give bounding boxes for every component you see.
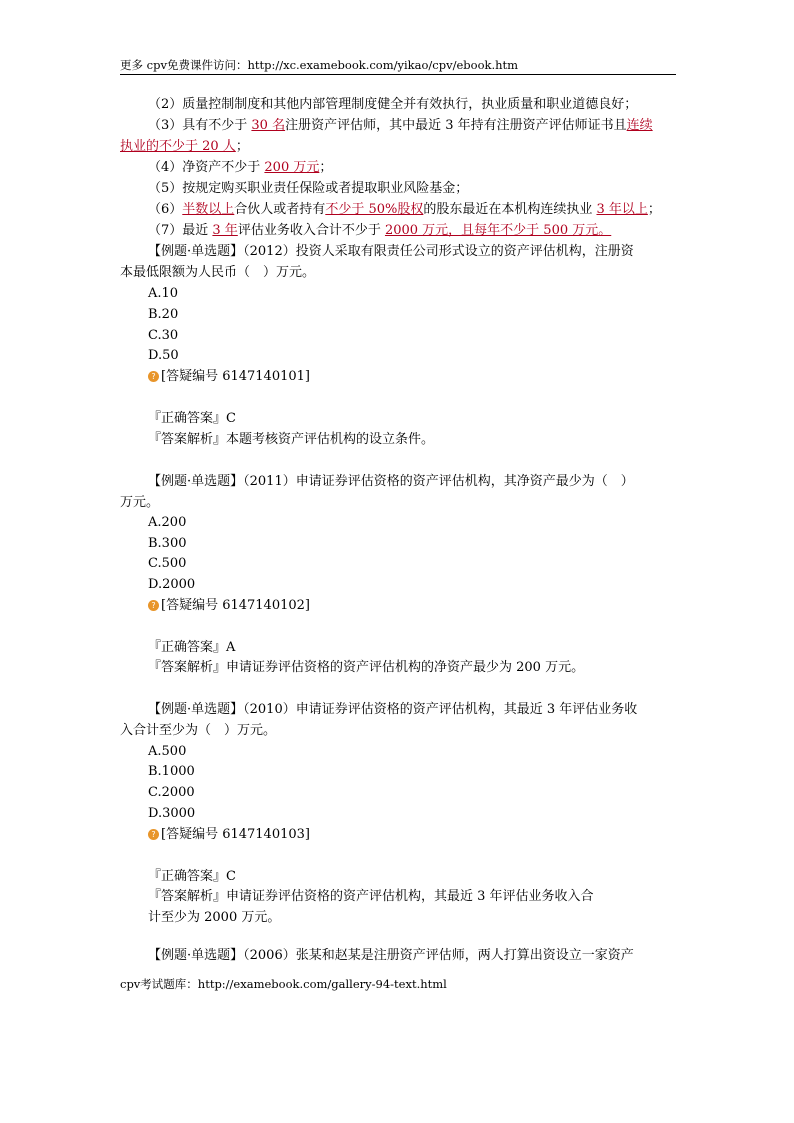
text-segment: ； <box>235 139 249 154</box>
text-segment: 的股东最近在本机构连续执业 <box>423 202 597 217</box>
question-3-option-b: B.1000 <box>148 764 195 779</box>
highlight-segment: 200 万元 <box>264 160 320 175</box>
question-circle-icon: ? <box>148 600 159 611</box>
question-1-option-c: C.30 <box>148 328 179 343</box>
question-1-qa[interactable] <box>148 366 310 387</box>
question-2-option-d: D.2000 <box>148 577 196 592</box>
question-3-answer: 『正确答案』C <box>148 869 236 884</box>
qa-id: [答疑编号 6147140103] <box>161 827 310 842</box>
question-1-option-a: A.10 <box>148 286 179 301</box>
question-2-option-b: B.300 <box>148 536 187 551</box>
page-footer <box>120 977 447 992</box>
question-2-option-c: C.500 <box>148 556 187 571</box>
condition-5: （5）按规定购买职业责任保险或者提取职业风险基金； <box>148 181 469 196</box>
question-2-answer: 『正确答案』A <box>148 640 236 655</box>
question-circle-icon: ? <box>148 829 159 840</box>
page-header <box>120 58 676 75</box>
text-segment: （7）最近 <box>148 223 213 238</box>
condition-4 <box>148 157 332 178</box>
highlight-segment: 2000 万元，且每年不少于 500 万元。 <box>384 223 612 238</box>
qa-id: [答疑编号 6147140101] <box>161 369 310 384</box>
highlight-segment: 3 年 <box>212 223 238 238</box>
question-1-option-d: D.50 <box>148 348 179 363</box>
text-segment: ； <box>647 202 661 217</box>
highlight-segment: 连续 <box>626 118 653 133</box>
text-segment: 注册资产评估师，其中最近 3 年持有注册资产评估师证书且 <box>285 118 627 133</box>
question-3-analysis: 『答案解析』申请证券评估资格的资产评估机构，其最近 3 年评估业务收入合 <box>148 889 594 904</box>
text-segment: 合伙人或者持有 <box>234 202 326 217</box>
highlight-segment: 30 名 <box>251 118 286 133</box>
question-2-stem: 【例题·单选题】（2011）申请证券评估资格的资产评估机构，其净资产最少为（ ） <box>148 474 634 489</box>
question-4-stem: 【例题·单选题】（2006）张某和赵某是注册资产评估师，两人打算出资设立一家资产 <box>148 948 634 963</box>
question-1-option-b: B.20 <box>148 307 179 322</box>
highlight-segment: 不少于 50%股权 <box>325 202 424 217</box>
text-segment: 评估业务收入合计不少于 <box>237 223 385 238</box>
condition-3-cont <box>120 136 249 157</box>
question-2-analysis: 『答案解析』申请证券评估资格的资产评估机构的净资产最少为 200 万元。 <box>148 660 585 675</box>
text-segment: （4）净资产不少于 <box>148 160 265 175</box>
condition-2: （2）质量控制制度和其他内部管理制度健全并有效执行，执业质量和职业道德良好； <box>148 97 638 112</box>
text-segment: ； <box>319 160 333 175</box>
condition-6 <box>148 199 661 220</box>
header-link[interactable]: 更多 cpv免费课件访问：http://xc.examebook.com/yikao/cpv/ebook.htm <box>120 58 519 72</box>
highlight-segment: 3 年以上 <box>596 202 648 217</box>
condition-3 <box>148 115 653 136</box>
question-1-stem: 【例题·单选题】（2012）投资人采取有限责任公司形式设立的资产评估机构，注册资 <box>148 244 634 259</box>
question-3-option-c: C.2000 <box>148 785 195 800</box>
question-3-option-d: D.3000 <box>148 806 196 821</box>
question-1-stem-cont: 本最低限额为人民币（ ）万元。 <box>120 265 316 280</box>
question-3-option-a: A.500 <box>148 744 187 759</box>
qa-id: [答疑编号 6147140102] <box>161 598 310 613</box>
highlight-segment: 执业的不少于 20 人 <box>120 139 236 154</box>
condition-7 <box>148 220 611 241</box>
question-2-stem-cont: 万元。 <box>120 495 160 510</box>
question-3-qa[interactable] <box>148 824 310 845</box>
question-circle-icon: ? <box>148 371 159 382</box>
text-segment: （3）具有不少于 <box>148 118 252 133</box>
question-1-analysis: 『答案解析』本题考核资产评估机构的设立条件。 <box>148 432 435 447</box>
question-2-option-a: A.200 <box>148 515 187 530</box>
question-3-stem: 【例题·单选题】（2010）申请证券评估资格的资产评估机构，其最近 3 年评估业务收 <box>148 702 638 717</box>
question-2-qa[interactable] <box>148 595 310 616</box>
question-3-stem-cont: 入合计至少为（ ）万元。 <box>120 723 277 738</box>
footer-link[interactable]: cpv考试题库：http://examebook.com/gallery-94-text.html <box>120 977 447 991</box>
question-3-analysis-cont: 计至少为 2000 万元。 <box>148 910 281 925</box>
question-1-answer: 『正确答案』C <box>148 411 236 426</box>
text-segment: （6） <box>148 202 183 217</box>
highlight-segment: 半数以上 <box>182 202 235 217</box>
